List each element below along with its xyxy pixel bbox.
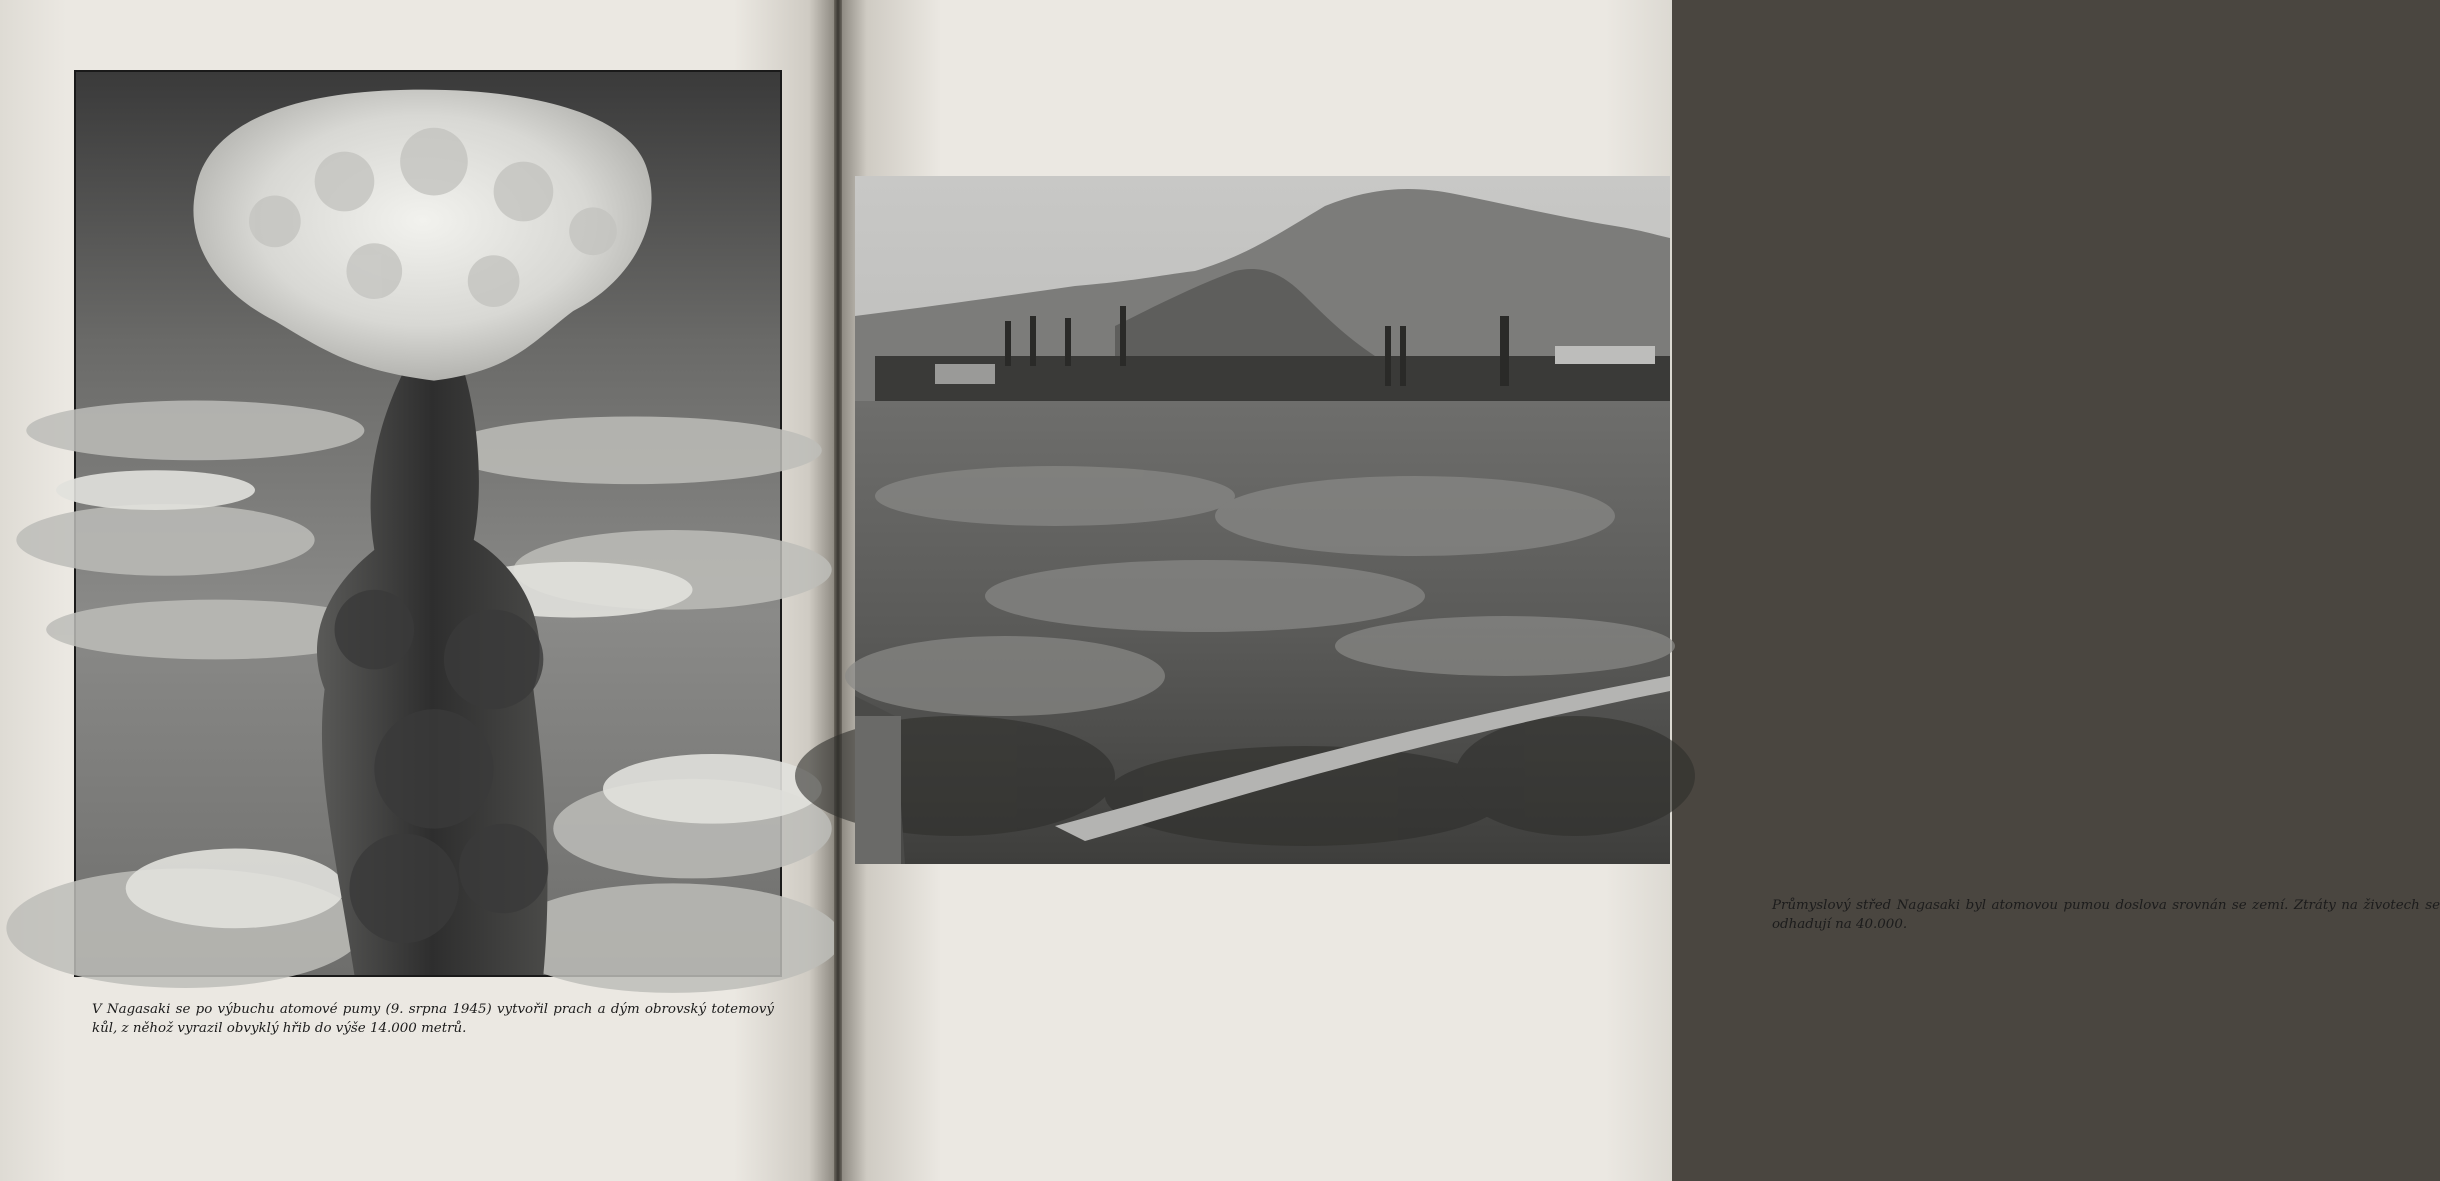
left-photo-caption: V Nagasaki se po výbuchu atomové pumy (9. srpna 1945) vytvořil prach a dým obrovský totemový kůl, z něhož vyrazil obvyklý hřib do výše 14.000 metrů. <box>92 1002 774 1036</box>
destroyed-city-image <box>855 176 1670 864</box>
mushroom-cloud-image <box>76 72 780 975</box>
right-photo-caption: Průmyslový střed Nagasaki byl atomovou pumou doslova srovnán se zemí. Ztráty na životech se odhadují na 40.000. <box>1772 898 2440 932</box>
mushroom-cloud-photo <box>74 70 782 977</box>
book-gutter <box>834 0 842 1181</box>
destroyed-city-photo <box>855 176 1670 864</box>
left-page <box>0 0 834 1181</box>
